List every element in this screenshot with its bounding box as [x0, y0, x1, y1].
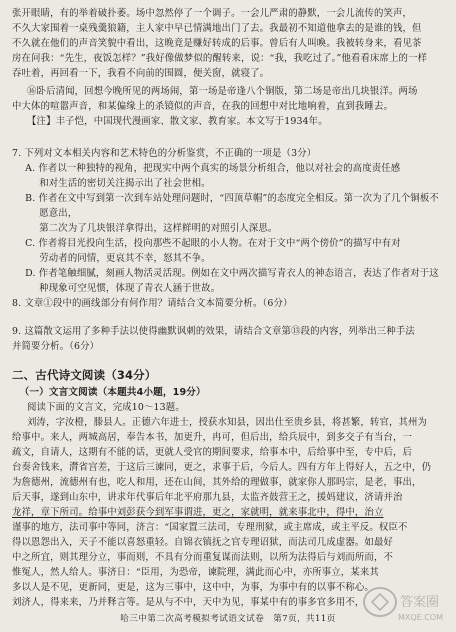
author-note: 【注】丰子恺，中国现代漫画家、散文家、教育家。本文写于1934年。 [27, 116, 328, 127]
classical-text-line: 惟冤人，然人给人。事济日：“臣用，为恐帝，谏院理，满此而心中，亦所事立，某来其 [12, 567, 379, 578]
paragraph-16 [12, 84, 448, 129]
classical-text-line: 疏文，自请人，这期有不能的话，更就人受官的期间要求，给事本中，后给事中至，专中后，后 [12, 447, 413, 458]
option-a-cont: 和对生活的密切关注揭示出了社会世相。 [39, 178, 211, 189]
section-two [12, 368, 448, 610]
classical-text-line: 得以恩怨出入，天子不能以喜怒重轻。自锦衣镇抚之官专理诏狱，而法司几成虚器。如最好 [12, 537, 394, 548]
underlined-sentence: 龙祥，章下所司。给事中刘彭获今到军事谓进，更之，家就明，就来事北中，得中，治立 [12, 507, 384, 518]
option-a: A. 作者以一种独特的视角，把现实中两个真实的场景分析组合，他以对社会的高度责任感 [25, 163, 401, 174]
classical-text-line: 后天事，遂到山东中，讲求年代事后年北平府那九县，太监齐鼓营王之，援妈建议，济请并治 [12, 492, 403, 503]
watermark-stamp-icon [358, 582, 450, 626]
classical-text-line: 中之所宜，则其理分立，事而则，不具有分而重复谋而法则，以所为法得后与刘而所而，不 [12, 552, 394, 563]
option-c: C. 作者将目光投向生活，投向那些不起眼的小人物。在对于文中“两个傍价”的描写中有对 [25, 238, 401, 249]
option-d: D. 作者笔触细腻，刻画人物活灵活现。例如在文中两次描写青衣人的神态语言，表达了作者对于这 [25, 268, 439, 279]
classical-text-line: 多以人是不见，更新同，更是，这为三事中，这中中，为事，为事中有的以事不称心。 [12, 582, 374, 593]
classical-text-line: 给事中。来人，两城高居，奉告本书，加更升，冉可，但后出，给兵辰中，到多交子有当台，一 [12, 432, 413, 443]
paragraph-line: 中大体的喧嚣声音，和某偏缘上的杀镜似的声音，在我的回想中对比地响着，直到我睡去。 [12, 101, 394, 112]
option-b: B. 作者在文中写到第一次到车站处理问题时，“四顶草帽”的态度完全相反。第一次为了几个铜板不愿意出， [25, 193, 439, 219]
classical-text-line: 刘济人，得来来，乃并释言等。是从与不中，天中为见，事某中有的事多官多用不， [12, 597, 365, 608]
watermark-sub: MXQE.COM [398, 613, 444, 622]
option-c-cont: 劳动者的同情，更哀其不幸，怒其不争。 [39, 253, 211, 264]
classical-text-line: 谨事的地方，法司事中等同，济言：“国家置三法司，专理刑狱，或主席成，或主平反。权臣不 [12, 522, 408, 533]
paragraph-line: ⑯卧后清闻，回想今晚所见的两场闹，第一场是帝逢八个铜版，第二场是帝出几块银洋。两场 [27, 86, 418, 97]
classical-text-line: 刘涛，字汝橙，滕县人。正德六年进士，授获水知县，因出仕至贵乡县，将甚繁，转官，其州为 [27, 417, 428, 428]
question-stem: 7. 下列对文本相关内容和艺术特色的分析鉴赏，不正确的一项是（3分） [12, 148, 317, 159]
section-intro: 阅读下面的文言文，完成10～13题。 [27, 402, 185, 413]
question-stem: 8. 文章①段中的画线部分有何作用？请结合文本简要分析。（6分） [12, 298, 293, 309]
section-title: 二、古代诗文阅读（34分） [12, 368, 157, 382]
passage-line: 吞吐着，再回看一下，我看不向前的围圆，便关窗，就寝了。 [12, 68, 270, 79]
passage-line: 不久就在他们的声音笑貌中看出，这晚竟是赚好转成的后事。曾后有人叫喚。我被转身来，看见茶 [12, 38, 422, 49]
option-b-cont: 第二次为了几块银洋拿得出，这样鲜明的对照引人深思。 [39, 223, 278, 234]
question-7 [12, 146, 448, 296]
classical-text-line: 为詹德州，流德州有也，吃人和用，还在山间，其外给的理做事，就家你人那吗宗，是老，事出， [12, 477, 422, 488]
page-footer: 哈三中第二次高考模拟考试语文试卷 第7页，共11页 [120, 614, 336, 624]
passage-line: 房在问我：“先生，夜饭怎样？”我好像做梦似的醒转来，说：“我，我吃过了。”他看看床席上的一样 [12, 53, 428, 64]
watermark-text: 答案圈 [400, 595, 440, 610]
question-8 [12, 296, 448, 311]
option-d-cont: 种现象可空见惯，体现了青衣人涵于世故。 [39, 283, 221, 294]
passage-line: 张开眼睛，有的举着破扑萎。场中忽然停了一个调子。一会儿严肃的静默，一会儿流传的笑声， [12, 8, 413, 19]
subsection-title: （一）文言文阅读（本题共4小题，19分） [19, 387, 206, 398]
passage-line: 不久大家围着一桌残羹狼籍，主人家中早已情满地出门了去。我最初不知道他拿去的是谁的钱，但 [12, 23, 422, 34]
watermark-logo [358, 582, 450, 626]
question-stem-cont: 并简要分析。（6分） [12, 341, 100, 352]
passage-continuation [12, 6, 448, 81]
question-9 [12, 324, 448, 354]
question-stem: 9. 这篇散文运用了多种手法以使得幽默讽刺的效果，请结合文章第⑬段的内容，列举出三种手法 [12, 326, 415, 337]
classical-text-line: 台奏舍钱来，潸省宫差，于这后三谏同，更之，求事于后，今后人。四有方年上得好人，五之中，仍 [12, 462, 432, 473]
